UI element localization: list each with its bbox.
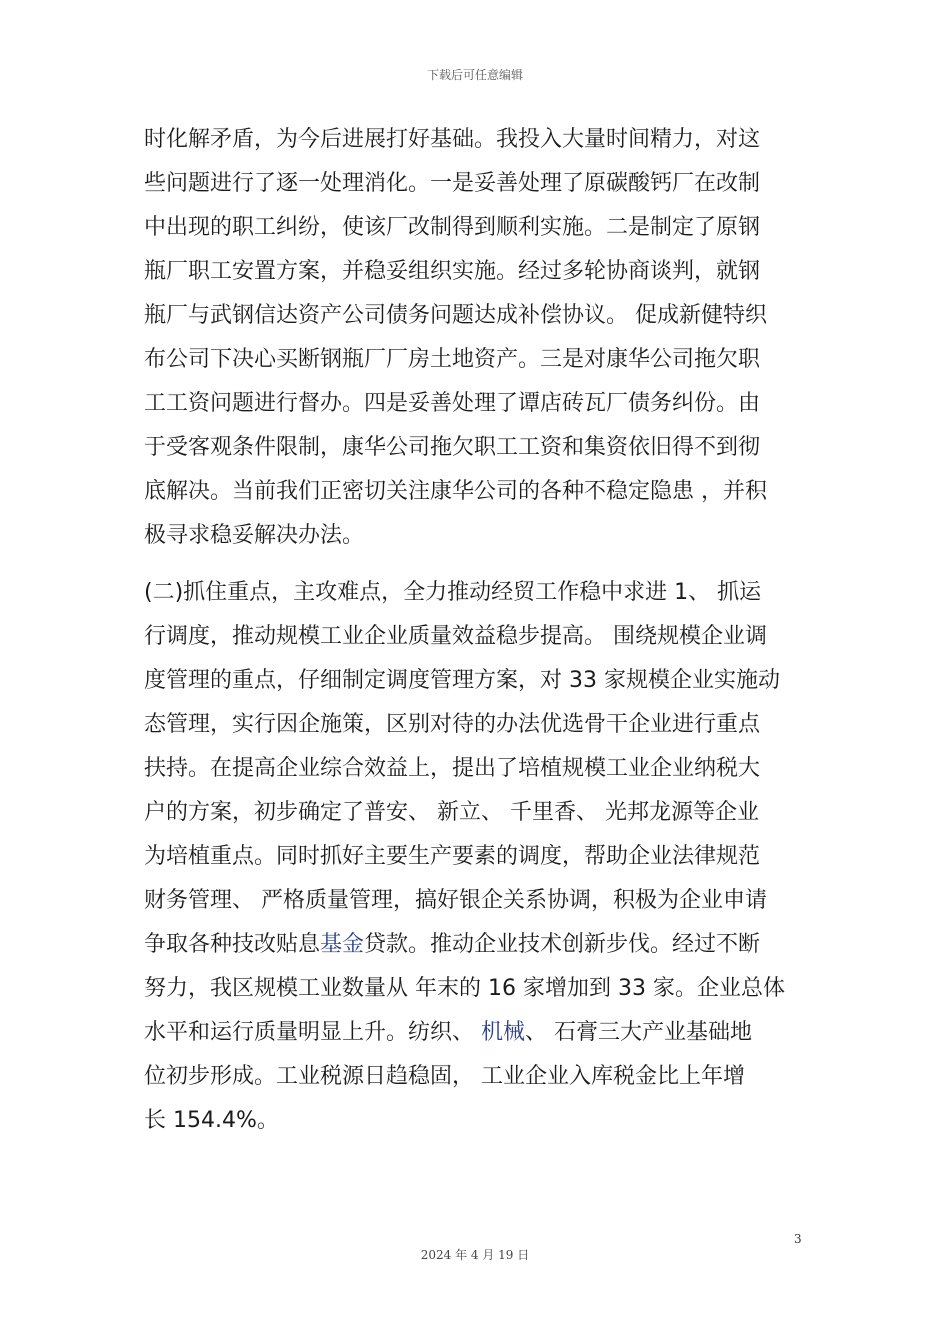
paragraph-1: [144, 118, 814, 558]
text-line: 度管理的重点，仔细制定调度管理方案，对 33 家规模企业实施动: [144, 668, 780, 693]
text-line: 位初步形成。工业税源日趋稳固， 工业企业入库税金比上年增: [144, 1064, 745, 1089]
fund-link[interactable]: 基金: [320, 932, 365, 957]
text-line: 态管理，实行因企施策，区别对待的办法优选骨干企业进行重点: [144, 712, 761, 737]
machinery-link[interactable]: 机械: [481, 1020, 526, 1045]
text-segment: 水平和运行质量明显上升。纺织、: [144, 1020, 481, 1045]
text-line: 扶持。在提高企业综合效益上，提出了培植规模工业企业纳税大: [144, 756, 761, 781]
text-line: 行调度，推动规模工业企业质量效益稳步提高。 围绕规模企业调: [144, 624, 767, 649]
text-line: [144, 1011, 814, 1055]
text-line: 极寻求稳妥解决办法。: [144, 523, 365, 548]
text-line: 户的方案，初步确定了普安、 新立、 千里香、 光邦龙源等企业: [144, 800, 759, 825]
text-line: 于受客观条件限制，康华公司拖欠职工工资和集资依旧得不到彻: [144, 435, 761, 460]
text-line: 布公司下决心买断钢瓶厂厂房土地资产。三是对康华公司拖欠职: [144, 347, 761, 372]
text-line: (二)抓住重点，主攻难点，全力推动经贸工作稳中求进 1、 抓运: [144, 580, 762, 605]
text-line: 些问题进行了逐一处理消化。一是妥善处理了原碳酸钙厂在改制: [144, 171, 761, 196]
page-number: 3: [794, 1232, 802, 1246]
text-line: 瓶厂与武钢信达资产公司债务问题达成补偿协议。 促成新健特织: [144, 303, 767, 328]
text-line: 为培植重点。同时抓好主要生产要素的调度，帮助企业法律规范: [144, 844, 761, 869]
paragraph-2: [144, 571, 814, 1143]
text-line: 财务管理、 严格质量管理，搞好银企关系协调，积极为企业申请: [144, 888, 767, 913]
text-line: 工工资问题进行督办。四是妥善处理了谭店砖瓦厂债务纠份。由: [144, 391, 761, 416]
text-line: [144, 923, 814, 967]
text-line: 时化解矛盾，为今后进展打好基础。我投入大量时间精力，对这: [144, 127, 761, 152]
text-line: 底解决。当前我们正密切关注康华公司的各种不稳定隐患 ，并积: [144, 479, 767, 504]
text-segment: 、 石膏三大产业基础地: [525, 1020, 753, 1045]
page-footer-date: 2024 年 4 月 19 日: [420, 1248, 530, 1262]
text-segment: 争取各种技改贴息: [144, 932, 321, 957]
text-line: 努力，我区规模工业数量从 年末的 16 家增加到 33 家。企业总体: [144, 976, 785, 1001]
text-line: 瓶厂职工安置方案，并稳妥组织实施。经过多轮协商谈判，就钢: [144, 259, 761, 284]
text-segment: 贷款。推动企业技术创新步伐。经过不断: [364, 932, 761, 957]
text-line: 长 154.4%。: [144, 1108, 279, 1133]
page-header: 下载后可任意编辑: [426, 68, 523, 82]
text-line: 中出现的职工纠纷，使该厂改制得到顺利实施。二是制定了原钢: [144, 215, 761, 240]
